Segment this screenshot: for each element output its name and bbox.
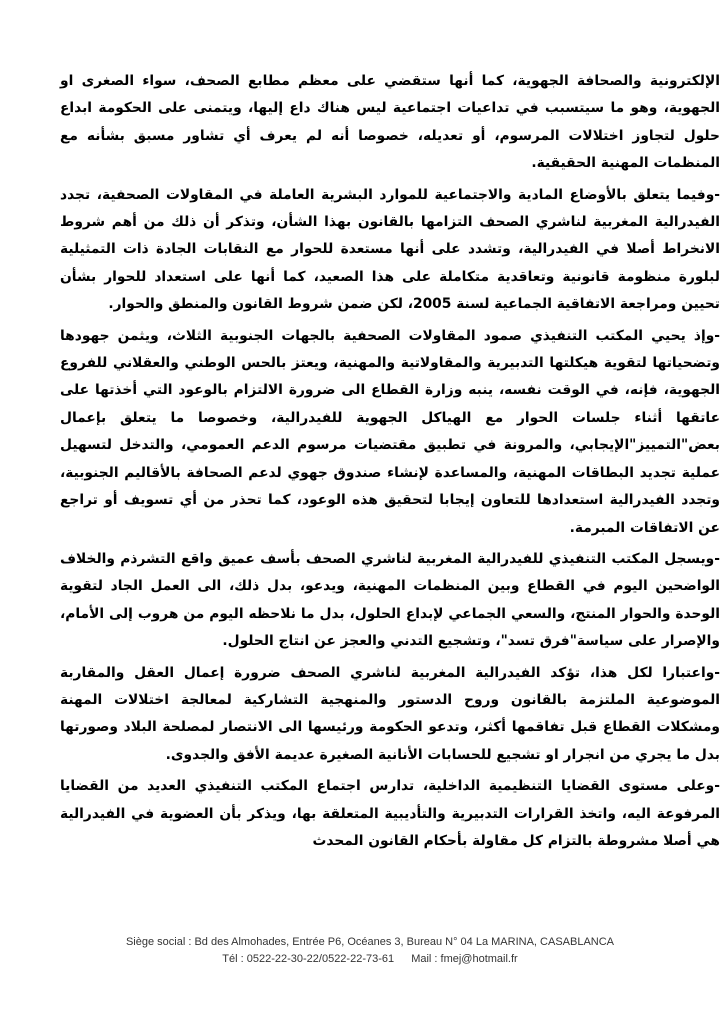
paragraph-2: -وفيما يتعلق بالأوضاع المادية والاجتماعية للموارد البشرية العاملة في المقاولات الصحفية، تجدد الفيدرالية المغربية لناشري الصحف التزامها بالقانون بهذا الشأن، وتذكر أن ذلك من أهم شروط الانخراط أصلا في الفيدرالية، وتشدد على أنها مستعدة للحوار مع النقابات الجادة ذات التمثيلية لبلورة منظومة قانونية وتعاقدية متكاملة على هذا الصعيد، كما أنها على استعداد للحوار بشأن تحيين ومراجعة الاتفاقية الجماعية لسنة 2005، لكن ضمن شروط القانون والمنطق والحوار. (60, 186, 720, 313)
paragraph-1: الإلكترونية والصحافة الجهوية، كما أنها ستقضي على معظم مطابع الصحف، سواء الصغرى او الجهوية، وهو ما سيتسبب في تداعيات اجتماعية ليس هناك داع إليها، ويتمنى على الحكومة ابداع حلول لتجاوز اختلالات المرسوم، أو تعديله، خصوصا أنه لم يعرف أي تشاور مسبق بشأنه مع المنظمات المهنية الحقيقية. (60, 73, 720, 172)
document-body (60, 68, 720, 855)
footer-address: Siège social : Bd des Almohades, Entrée P6, Océanes 3, Bureau N° 04 La MARINA, CASABLANCA (125, 936, 615, 948)
footer-phone: Tél : 0522-22-30-22/0522-22-73-61 (222, 953, 395, 965)
footer-contact (60, 951, 680, 968)
paragraph-6: -وعلى مستوى القضايا التنظيمية الداخلية، تدارس اجتماع المكتب التنفيذي العديد من القضايا المرفوعة اليه، واتخذ القرارات التدبيرية والتأديبية المتعلقة بها، ويذكر بأن العضوية في الفيدرالية هي أصلا مشروطة بالتزام كل مقاولة بأحكام القانون المحدث (60, 778, 720, 849)
footer-mail: Mail : fmej@hotmail.fr (411, 953, 518, 965)
page-footer (60, 934, 680, 968)
paragraph-3: -وإذ يحيي المكتب التنفيذي صمود المقاولات الصحفية بالجهات الجنوبية الثلاث، ويثمن جهودها وتضحياتها لتقوية هيكلتها التدبيرية والمقاولاتية والمهنية، ويعتز بالحس الوطني والعقلاني للفروع الجهوية، فإنه، في الوقت نفسه، ينبه وزارة القطاع الى ضرورة الالتزام بالوعود التي أخذتها على عاتقها أثناء جلسات الحوار مع الهياكل الجهوية للفيدرالية، وخصوصا ما يتعلق بإعمال بعض"التمييز"الإيجابي، والمرونة في تطبيق مقتضيات مرسوم الدعم العمومي، والتدخل لتسهيل عملية تجديد البطاقات المهنية، والمساعدة لإنشاء صندوق جهوي لدعم الصحافة بالأقاليم الجنوبية، وتجدد الفيدرالية استعدادها للتعاون إيجابا لتحقيق هذه الوعود، كما تحذر من أي تسويف أو تراجع عن الاتفاقات المبرمة. (60, 327, 720, 536)
paragraph-5: -واعتبارا لكل هذا، تؤكد الفيدرالية المغربية لناشري الصحف ضرورة إعمال العقل والمقاربة الموضوعية الملتزمة بالقانون وروح الدستور والمنهجية التشاركية لمعالجة اختلالات المهنة ومشكلات القطاع قبل تفاقمها أكثر، وتدعو الحكومة ورئيسها الى الانتصار لمصلحة البلاد وصورتها بدل ما يجري من انجرار او تشجيع للحسابات الأنانية الصغيرة عديمة الأفق والجدوى. (60, 664, 720, 763)
paragraph-4: -ويسجل المكتب التنفيذي للفيدرالية المغربية لناشري الصحف بأسف عميق واقع التشرذم والخلاف الواضحين اليوم في القطاع وبين المنظمات المهنية، ويدعو، بدل ذلك، الى العمل الجاد لتقوية الوحدة والحوار المنتج، والسعي الجماعي لإبداع الحلول، بدل ما نلاحظه اليوم من هروب إلى الأمام، والإصرار على سياسة"فرق تسد"، وتشجيع التدني والعجز عن انتاج الحلول. (60, 550, 720, 650)
